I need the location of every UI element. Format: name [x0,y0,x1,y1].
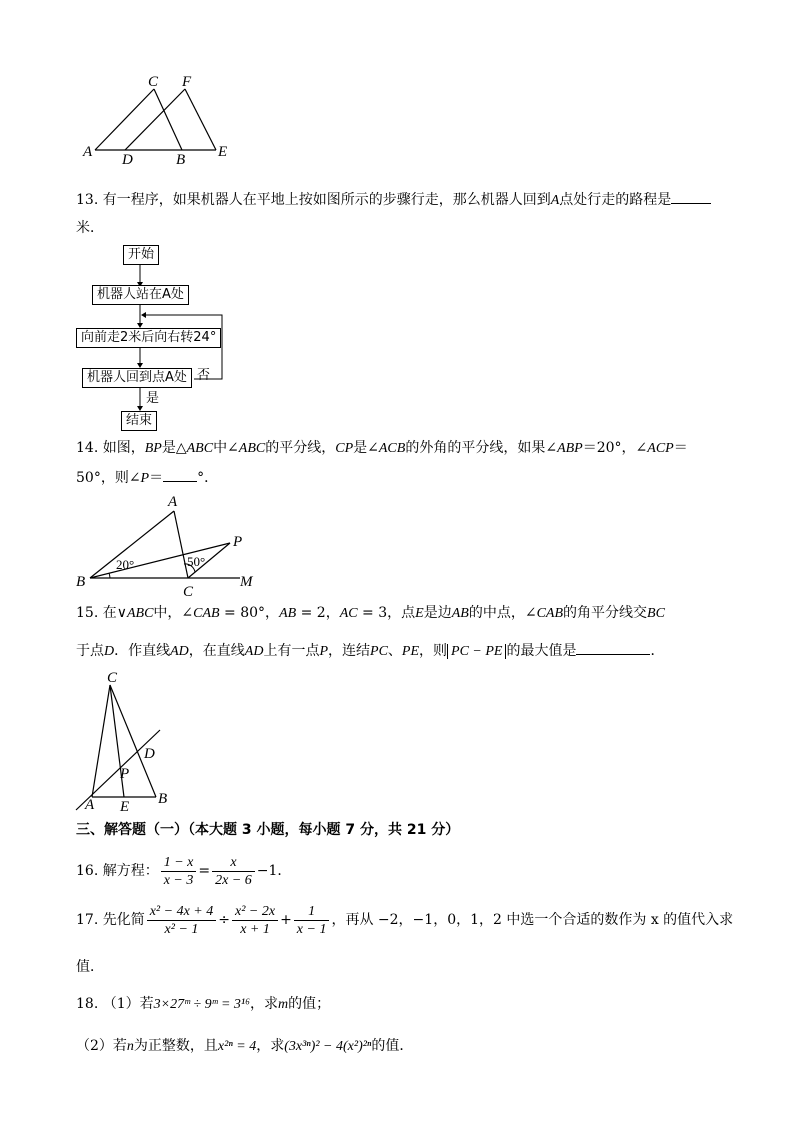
segment-ac [174,511,188,578]
question-text: ，则 [419,643,448,659]
label-m: M [240,574,253,590]
denominator: x − 3 [163,872,194,888]
question-number: 16. [76,863,99,879]
variable: CAB [193,606,220,621]
question-number: 14. [76,440,99,456]
question-text: 于点 [76,643,104,659]
label-b: B [158,791,168,807]
question-text: −1． [256,863,292,879]
variable: AB [279,606,297,621]
question-text: = 80°， [219,605,280,621]
question-text: 的最大值是 [506,643,577,659]
question-text: = 3，点 [357,605,416,621]
fraction [161,854,197,889]
flowchart-step-walk-turn: 向前走2米后向右转24° [76,328,221,348]
question-15-line-1 [76,603,665,624]
question-text: ．作直线 [114,643,171,659]
question-13-line-1 [76,190,711,211]
flowchart-yes-label: 是 [146,391,160,406]
flowchart-no-label: 否 [197,368,211,383]
variable: AB [451,606,469,621]
unit-text: 米． [76,220,104,236]
question-15-line-2 [76,641,664,662]
question-text: = 2， [296,605,340,621]
variable: n [126,1039,134,1054]
question-text: 的值； [288,996,331,1012]
question-text: °． [197,470,219,486]
question-text: 点处行走的路程是 [559,192,672,208]
angle-label-20: 20° [116,557,135,572]
fraction [232,903,278,938]
flowchart-start: 开始 [123,245,159,265]
question-text: 中∠ [213,440,239,456]
variable: ACB [378,441,406,456]
label-e: E [120,799,130,815]
question-17-line-2 [76,957,104,977]
denominator: x² − 1 [164,921,199,937]
label-p: P [233,534,243,550]
question-text: 50°，则∠ [76,470,141,486]
segment-df [125,89,185,150]
flowchart-end: 结束 [121,411,157,431]
question-text: ． [650,643,665,659]
question-text: 是△ [161,440,187,456]
variable: A [550,193,560,208]
operator: ÷ [218,912,230,928]
variable: AC [339,606,358,621]
numerator: x² − 4x + 4 [147,903,217,921]
flowchart-decision-back-at-a: 机器人回到点A处 [82,368,192,388]
question-text: ，再从 −2，−1，0，1，2 中选一个合适的数作为 x 的值代入求 [331,912,734,928]
question-text: 的值． [371,1038,414,1054]
label-c: C [148,74,159,90]
variable: PC [370,644,388,659]
variable: m [277,997,289,1012]
figure-15-triangle [70,668,190,816]
denominator: x − 1 [296,921,327,937]
segment-ac [95,89,154,150]
section-heading: 三、解答题（一）（本大题 3 小题，每小题 7 分，共 21 分） [76,822,460,838]
question-text: 的中点，∠ [468,605,537,621]
question-text: 有一程序，如果机器人在平地上按如图所示的步骤行走，那么机器人回到 [102,192,551,208]
segment-fe [185,89,216,150]
label-d: D [122,152,133,167]
variable: E [415,606,424,621]
variable: AD [244,644,264,659]
numerator: 1 − x [161,854,197,872]
question-text: 的平分线， [265,440,336,456]
question-number: 18. [76,996,99,1012]
label-c: C [183,584,194,600]
variable: D [104,644,115,659]
question-17-line-1 [76,902,733,942]
question-14-line-1 [76,438,688,459]
answer-blank [671,203,711,204]
label-f: F [182,74,192,90]
variable: ABC [126,606,154,621]
operator: + [280,912,292,928]
question-text: ＝20°，∠ [582,440,648,456]
question-number: 15. [76,605,99,621]
answer-blank [163,481,197,482]
question-18-part-2 [76,1036,413,1057]
variable: P [319,644,329,659]
question-text: 为正整数，且 [133,1038,218,1054]
variable: AD [170,644,189,659]
variable: ABP [557,441,583,456]
answer-blank [576,654,650,655]
variable: CP [335,441,354,456]
variable: P [140,471,150,486]
label-e: E [218,144,228,160]
math-expression: 3×27ᵐ ÷ 9ᵐ = 3¹⁶ [153,997,250,1012]
numerator: 1 [294,903,330,921]
denominator: 2x − 6 [215,872,252,888]
question-text: （2）若 [76,1038,127,1054]
question-text: 中，∠ [153,605,194,621]
numerator: x² − 2x [232,903,278,921]
question-text: 、 [387,643,402,659]
question-16 [76,853,291,891]
operator: = [198,863,211,879]
variable: ACP [647,441,674,456]
question-text: ＝ [673,440,688,456]
label-c: C [107,670,118,686]
fraction [147,903,217,938]
fraction [212,854,255,889]
question-text: ，连结 [328,643,371,659]
question-text: （1）若 [102,996,154,1012]
question-text: 先化简 [102,912,145,928]
numerator: x [212,854,255,872]
question-text: 的角平分线交 [563,605,648,621]
figure-12-triangles [80,72,240,167]
variable: BC [647,606,665,621]
absolute-value-expression: PC − PE [447,644,506,659]
label-b: B [176,152,186,167]
question-text: 是边 [423,605,452,621]
figure-14-angle-bisectors [70,490,270,600]
question-text: 上有一点 [263,643,320,659]
fraction [294,903,330,938]
question-number: 13. [76,192,99,208]
label-a: A [83,144,93,160]
question-text: ，求 [249,996,278,1012]
angle-label-50: 50° [187,554,206,569]
math-expression: (3x³ⁿ)² − 4(x²)²ⁿ [284,1039,372,1054]
question-14-line-2 [76,468,218,489]
label-a: A [168,494,178,510]
variable: ABC [186,441,214,456]
question-text: 是∠ [353,440,379,456]
question-text: 值． [76,959,104,975]
variable: CAB [536,606,564,621]
denominator: x + 1 [240,921,270,937]
variable: PE [401,644,420,659]
question-text: ＝ [149,470,164,486]
flowchart-step-stand-at-a: 机器人站在A处 [92,285,189,305]
question-text: 解方程： [102,863,159,879]
question-number: 17. [76,912,99,928]
math-expression: x²ⁿ = 4 [217,1039,257,1054]
variable: ABC [238,441,266,456]
label-b: B [76,574,86,590]
label-a: A [85,797,95,813]
label-p: P [120,766,130,782]
question-text: 如图， [102,440,145,456]
variable: BP [144,441,162,456]
segment-cb [154,89,182,150]
label-d: D [144,746,155,762]
question-text: 在∨ [102,605,127,621]
question-text: ，求 [256,1038,285,1054]
question-text: ，在直线 [188,643,245,659]
question-13-line-2 [76,218,104,238]
question-text: 的外角的平分线，如果∠ [405,440,558,456]
question-18-part-1 [76,994,330,1015]
